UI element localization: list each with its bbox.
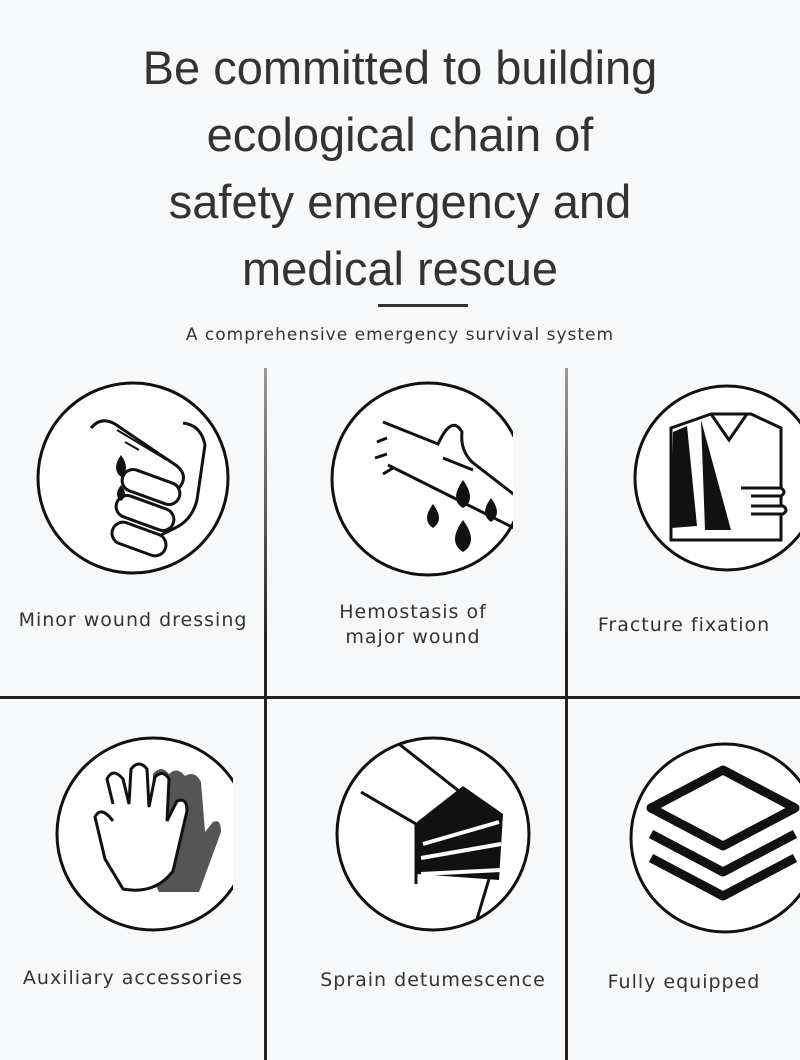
feature-label: Fracture fixation bbox=[597, 614, 771, 636]
subtitle: A comprehensive emergency survival system bbox=[185, 325, 615, 345]
wrapped-joint-icon bbox=[300, 734, 566, 934]
title-line: safety emergency and bbox=[168, 175, 632, 228]
stacked-layers-icon bbox=[568, 734, 800, 934]
feature-label-line: major wound bbox=[345, 626, 481, 648]
bandaged-finger-icon bbox=[0, 380, 266, 580]
arm-sling-icon bbox=[568, 380, 800, 580]
gloves-icon bbox=[0, 734, 266, 934]
title-line: Be committed to building bbox=[142, 41, 658, 94]
feature-label bbox=[280, 600, 546, 650]
feature-label: Minor wound dressing bbox=[18, 609, 248, 631]
bleeding-arm-icon bbox=[280, 380, 546, 580]
feature-label: Sprain detumescence bbox=[320, 969, 546, 991]
feature-label: Auxiliary accessories bbox=[22, 967, 244, 989]
title-line: ecological chain of bbox=[206, 108, 594, 161]
grid-divider bbox=[0, 696, 800, 699]
title-line: medical rescue bbox=[241, 242, 559, 295]
feature-label: Fully equipped bbox=[607, 971, 761, 993]
feature-label-line: Hemostasis of bbox=[339, 601, 487, 623]
